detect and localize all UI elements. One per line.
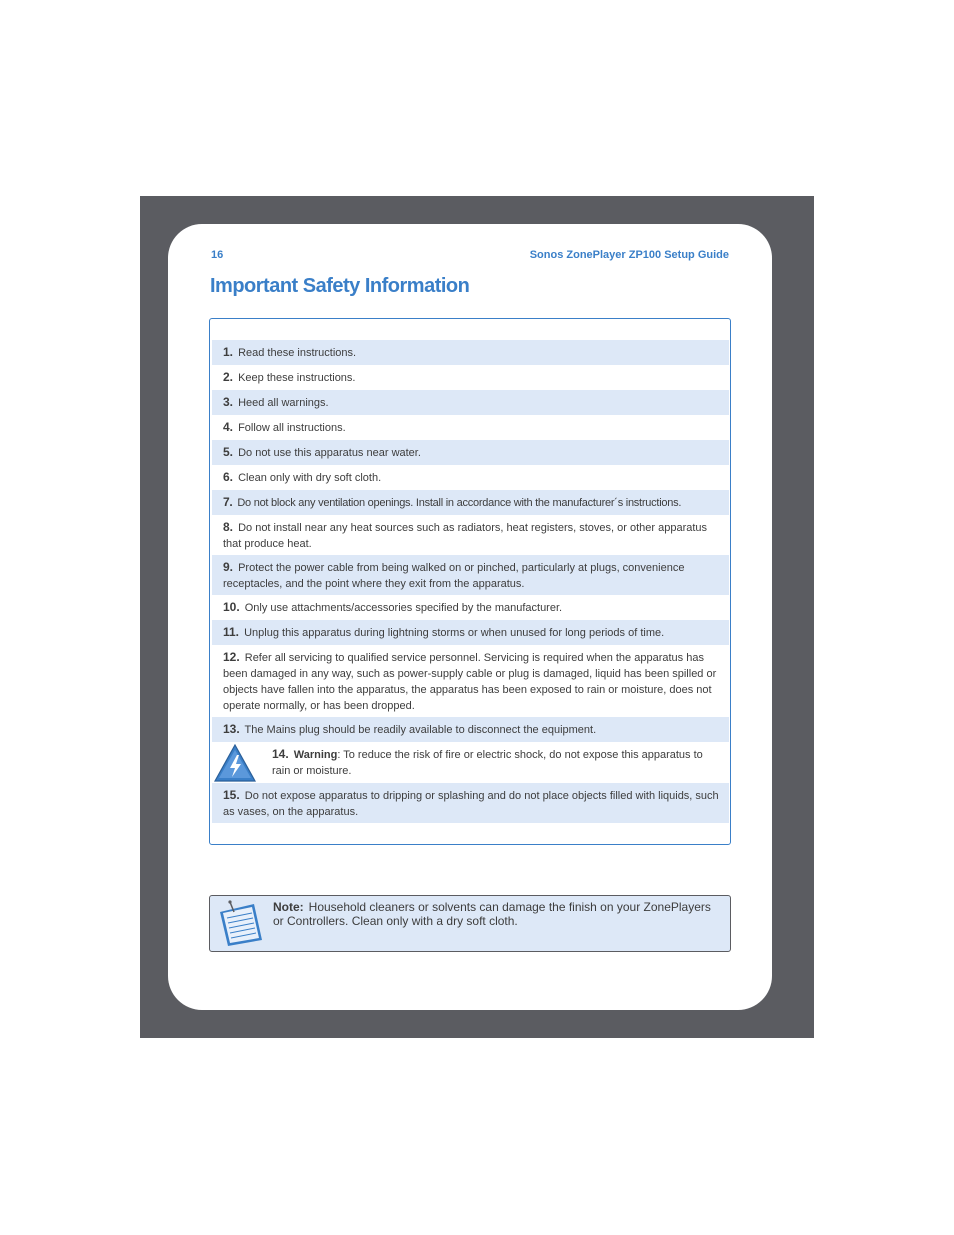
item-number: 13. (223, 722, 240, 736)
item-number: 1. (223, 345, 234, 359)
guide-title: Sonos ZonePlayer ZP100 Setup Guide (529, 249, 729, 261)
item-text: Keep these instructions. (238, 372, 356, 384)
instruction-item (212, 595, 729, 620)
item-text: Unplug this apparatus during lightning storms or when unused for long periods of time. (244, 627, 665, 639)
item-number: 11. (223, 625, 240, 639)
note-text-block (273, 900, 723, 928)
item-number: 14. (272, 747, 289, 761)
item-text: Heed all warnings. (238, 397, 329, 409)
item-number: 4. (223, 420, 234, 434)
item-text: Do not use this apparatus near water. (238, 447, 421, 459)
instruction-item (212, 340, 729, 365)
item-number: 15. (223, 788, 240, 802)
page-number: 16 (211, 249, 224, 261)
note-box (209, 895, 731, 952)
instruction-item (212, 783, 729, 823)
item-number: 12. (223, 650, 240, 664)
instruction-item (212, 390, 729, 415)
item-text: Read these instructions. (238, 347, 357, 359)
safety-instructions-box (209, 318, 731, 845)
page-title: Important Safety Information (210, 275, 470, 297)
item-text: Protect the power cable from being walked on or pinched, particularly at plugs, convenience receptacles, and the point where they exit from the apparatus. (223, 562, 685, 590)
item-text: Refer all servicing to qualified service personnel. Servicing is required when the apparatus has been damaged in any way, such as power-supply cable or plug is damaged, liquid has been spilled or objects have fallen into the apparatus, the apparatus has been exposed to rain or moisture, does not operate normally, or has been dropped. (223, 652, 717, 712)
instruction-item (212, 440, 729, 465)
instruction-item (212, 465, 729, 490)
item-number: 3. (223, 395, 234, 409)
instruction-item (212, 515, 729, 555)
item-number: 9. (223, 560, 234, 574)
item-number: 8. (223, 520, 234, 534)
warning-label: Warning (293, 749, 338, 761)
item-number: 5. (223, 445, 234, 459)
item-number: 7. (223, 495, 233, 509)
instruction-item (212, 365, 729, 390)
instruction-item (212, 415, 729, 440)
item-text: Do not install near any heat sources such as radiators, heat registers, stoves, or other apparatus that produce heat. (223, 522, 708, 550)
item-text: Only use attachments/accessories specified by the manufacturer. (244, 602, 563, 614)
instruction-item (212, 490, 729, 515)
item-text: Do not expose apparatus to dripping or splashing and do not place objects filled with liquids, such as vases, on the apparatus. (223, 790, 719, 818)
item-number: 10. (223, 600, 240, 614)
instruction-list (212, 340, 729, 823)
note-label: Note: (273, 900, 304, 914)
electric-hazard-icon (214, 744, 256, 782)
item-text: The Mains plug should be readily available to disconnect the equipment. (244, 724, 597, 736)
instruction-item (212, 717, 729, 742)
note-body: Household cleaners or solvents can damage the finish on your ZonePlayers or Controllers. Clean only with a dry soft cloth. (273, 900, 711, 928)
item-text: Do not block any ventilation openings. Install in accordance with the manufacturer´s instructions. (237, 497, 682, 509)
instruction-item (212, 555, 729, 595)
instruction-item (212, 645, 729, 717)
item-text: : To reduce the risk of fire or electric shock, do not expose this apparatus to rain or moisture. (272, 749, 703, 777)
item-text: Clean only with dry soft cloth. (238, 472, 382, 484)
warning-item (212, 742, 729, 783)
item-number: 2. (223, 370, 234, 384)
instruction-item (212, 620, 729, 645)
item-number: 6. (223, 470, 234, 484)
item-text: Follow all instructions. (238, 422, 346, 434)
note-paper-icon (216, 900, 266, 948)
